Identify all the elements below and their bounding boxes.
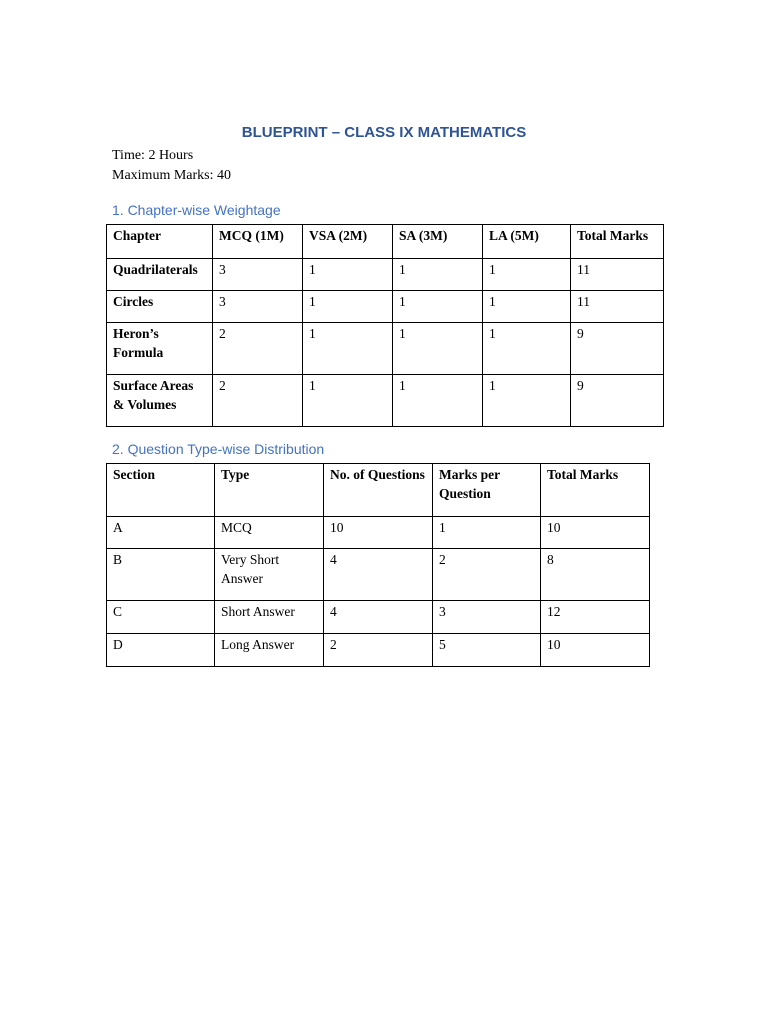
table-cell: 3 bbox=[213, 291, 303, 323]
table-cell: 1 bbox=[303, 375, 393, 427]
table-cell: 1 bbox=[303, 291, 393, 323]
table-cell: 2 bbox=[324, 634, 433, 667]
chapter-cell: Heron’s Formula bbox=[107, 323, 213, 375]
table-cell: 1 bbox=[483, 323, 571, 375]
table-cell: 3 bbox=[433, 601, 541, 634]
table-cell: 10 bbox=[541, 517, 650, 549]
chapter-cell: Surface Areas & Volumes bbox=[107, 375, 213, 427]
table-cell: 11 bbox=[571, 259, 664, 291]
section-heading-question-distribution: 2. Question Type-wise Distribution bbox=[112, 441, 325, 457]
column-header: Total Marks bbox=[571, 225, 664, 259]
section-heading-chapter-weightage: 1. Chapter-wise Weightage bbox=[112, 202, 281, 218]
table-cell: 1 bbox=[303, 259, 393, 291]
column-header: No. of Questions bbox=[324, 464, 433, 517]
table-cell: 1 bbox=[483, 375, 571, 427]
column-header: Total Marks bbox=[541, 464, 650, 517]
table-row bbox=[107, 375, 664, 427]
table-cell: C bbox=[107, 601, 215, 634]
table-row bbox=[107, 517, 650, 549]
table-cell: 9 bbox=[571, 323, 664, 375]
table-cell: 3 bbox=[213, 259, 303, 291]
table-cell: Long Answer bbox=[215, 634, 324, 667]
table-cell: 1 bbox=[303, 323, 393, 375]
column-header: Type bbox=[215, 464, 324, 517]
column-header: VSA (2M) bbox=[303, 225, 393, 259]
table-cell: 11 bbox=[571, 291, 664, 323]
table-cell: 1 bbox=[393, 323, 483, 375]
chapter-cell: Circles bbox=[107, 291, 213, 323]
page-title: BLUEPRINT – CLASS IX MATHEMATICS bbox=[241, 124, 527, 141]
table-cell: 2 bbox=[433, 549, 541, 601]
column-header: LA (5M) bbox=[483, 225, 571, 259]
table-cell: 5 bbox=[433, 634, 541, 667]
table-cell: Short Answer bbox=[215, 601, 324, 634]
time-text: Time: 2 Hours bbox=[112, 148, 194, 163]
column-header: Section bbox=[107, 464, 215, 517]
table-row bbox=[107, 549, 650, 601]
table-cell: 1 bbox=[393, 375, 483, 427]
table-cell: D bbox=[107, 634, 215, 667]
table-row bbox=[107, 634, 650, 667]
table-cell: 10 bbox=[541, 634, 650, 667]
chapter-cell: Quadrilaterals bbox=[107, 259, 213, 291]
table-cell: 1 bbox=[483, 259, 571, 291]
table-row bbox=[107, 259, 664, 291]
table-cell: 4 bbox=[324, 601, 433, 634]
table-cell: 1 bbox=[483, 291, 571, 323]
table-row bbox=[107, 323, 664, 375]
column-header: Marks per Question bbox=[433, 464, 541, 517]
table-cell: 8 bbox=[541, 549, 650, 601]
column-header: Chapter bbox=[107, 225, 213, 259]
table-cell: A bbox=[107, 517, 215, 549]
chapter-weightage-table bbox=[106, 224, 664, 427]
column-header: SA (3M) bbox=[393, 225, 483, 259]
table-cell: 1 bbox=[433, 517, 541, 549]
table-cell: 2 bbox=[213, 323, 303, 375]
table-cell: 1 bbox=[393, 259, 483, 291]
table-row bbox=[107, 291, 664, 323]
question-distribution-table bbox=[106, 463, 650, 667]
table-cell: 1 bbox=[393, 291, 483, 323]
table-cell: 10 bbox=[324, 517, 433, 549]
column-header: MCQ (1M) bbox=[213, 225, 303, 259]
table-header-row bbox=[107, 464, 650, 517]
table-cell: 2 bbox=[213, 375, 303, 427]
table-cell: MCQ bbox=[215, 517, 324, 549]
table-header-row bbox=[107, 225, 664, 259]
max-marks-text: Maximum Marks: 40 bbox=[112, 168, 231, 183]
table-cell: 12 bbox=[541, 601, 650, 634]
table-cell: B bbox=[107, 549, 215, 601]
table-cell: Very Short Answer bbox=[215, 549, 324, 601]
table-row bbox=[107, 601, 650, 634]
table-cell: 4 bbox=[324, 549, 433, 601]
table-cell: 9 bbox=[571, 375, 664, 427]
